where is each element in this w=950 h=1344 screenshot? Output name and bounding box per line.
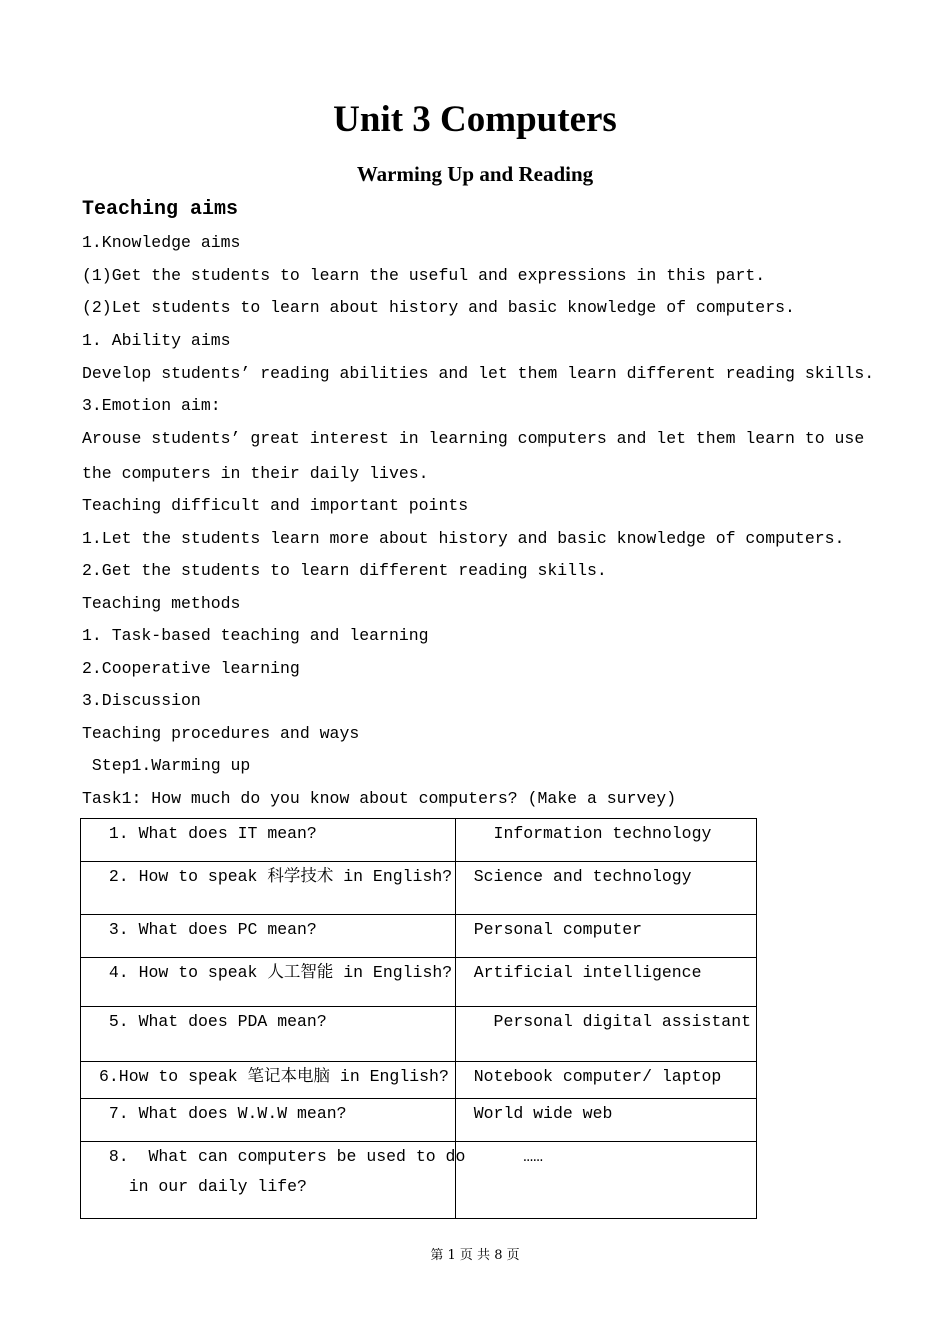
- question-cell: [81, 1007, 456, 1062]
- answer-cell: [455, 819, 756, 862]
- question-cell: [81, 915, 456, 958]
- question-text: 7. What does W.W.W mean?: [99, 1104, 347, 1123]
- text-line: Step1.Warming up: [82, 756, 251, 775]
- answer-cell: [455, 1007, 756, 1062]
- table-row: [81, 862, 757, 915]
- question-text: 2. How to speak 科学技术 in English?: [99, 867, 453, 886]
- table-row: [81, 1007, 757, 1062]
- text-line: 3.Discussion: [82, 691, 201, 710]
- question-text: 8. What can computers be used to do: [99, 1147, 466, 1166]
- question-text: 5. What does PDA mean?: [99, 1012, 327, 1031]
- document-subtitle: Warming Up and Reading: [356, 162, 594, 186]
- table-row: [81, 1142, 757, 1219]
- answer-text: Information technology: [473, 824, 712, 843]
- table-row: [81, 819, 757, 862]
- answer-text: Notebook computer/ laptop: [473, 1067, 722, 1086]
- text-line: the computers in their daily lives.: [82, 464, 429, 483]
- question-text: 4. How to speak 人工智能 in English?: [99, 963, 453, 982]
- text-line: Teaching methods: [82, 594, 241, 613]
- text-line: 1.Knowledge aims: [82, 233, 241, 252]
- question-cell: [81, 1099, 456, 1142]
- text-line: 1. Task-based teaching and learning: [82, 626, 429, 645]
- text-line: Arouse students’ great interest in learning computers and let them learn to use: [82, 429, 865, 448]
- text-line: Develop students’ reading abilities and let them learn different reading skills.: [82, 364, 875, 383]
- table-row: [81, 1062, 757, 1099]
- survey-table: [80, 818, 757, 1219]
- answer-text: Personal digital assistant: [473, 1012, 751, 1031]
- answer-cell: [455, 1142, 756, 1219]
- answer-cell: [455, 1062, 756, 1099]
- question-cell: [81, 862, 456, 915]
- question-text: 3. What does PC mean?: [99, 920, 317, 939]
- text-line: Task1: How much do you know about computers? (Make a survey): [82, 789, 677, 808]
- answer-cell: [455, 862, 756, 915]
- text-line: 3.Emotion aim:: [82, 396, 221, 415]
- answer-text: Personal computer: [473, 920, 643, 939]
- question-cell: [81, 819, 456, 862]
- text-line: Teaching difficult and important points: [82, 496, 469, 515]
- answer-cell: [455, 958, 756, 1007]
- text-line: (1)Get the students to learn the useful and expressions in this part.: [82, 266, 766, 285]
- table-row: [81, 1099, 757, 1142]
- question-text: 6.How to speak 笔记本电脑 in English?: [99, 1067, 449, 1086]
- section-heading-teaching-aims: Teaching aims: [82, 198, 239, 221]
- answer-cell: [455, 915, 756, 958]
- answer-text: ……: [473, 1147, 544, 1166]
- answer-text: Artificial intelligence: [473, 963, 702, 982]
- answer-text: Science and technology: [473, 867, 692, 886]
- table-row: [81, 958, 757, 1007]
- text-line: Teaching procedures and ways: [82, 724, 360, 743]
- text-line: 2.Cooperative learning: [82, 659, 300, 678]
- answer-text: World wide web: [473, 1104, 613, 1123]
- question-text-continued: in our daily life?: [99, 1177, 307, 1196]
- answer-cell: [455, 1099, 756, 1142]
- page-footer: 第 1 页 共 8 页: [430, 1248, 520, 1263]
- question-cell: [81, 1142, 466, 1219]
- text-line: 1.Let the students learn more about history and basic knowledge of computers.: [82, 529, 845, 548]
- document-title: Unit 3 Computers: [333, 99, 617, 140]
- text-line: 2.Get the students to learn different reading skills.: [82, 561, 607, 580]
- text-line: 1. Ability aims: [82, 331, 231, 350]
- text-line: (2)Let students to learn about history and basic knowledge of computers.: [82, 298, 795, 317]
- question-text: 1. What does IT mean?: [99, 824, 317, 843]
- question-cell: [81, 958, 456, 1007]
- question-cell: [81, 1062, 456, 1099]
- table-row: [81, 915, 757, 958]
